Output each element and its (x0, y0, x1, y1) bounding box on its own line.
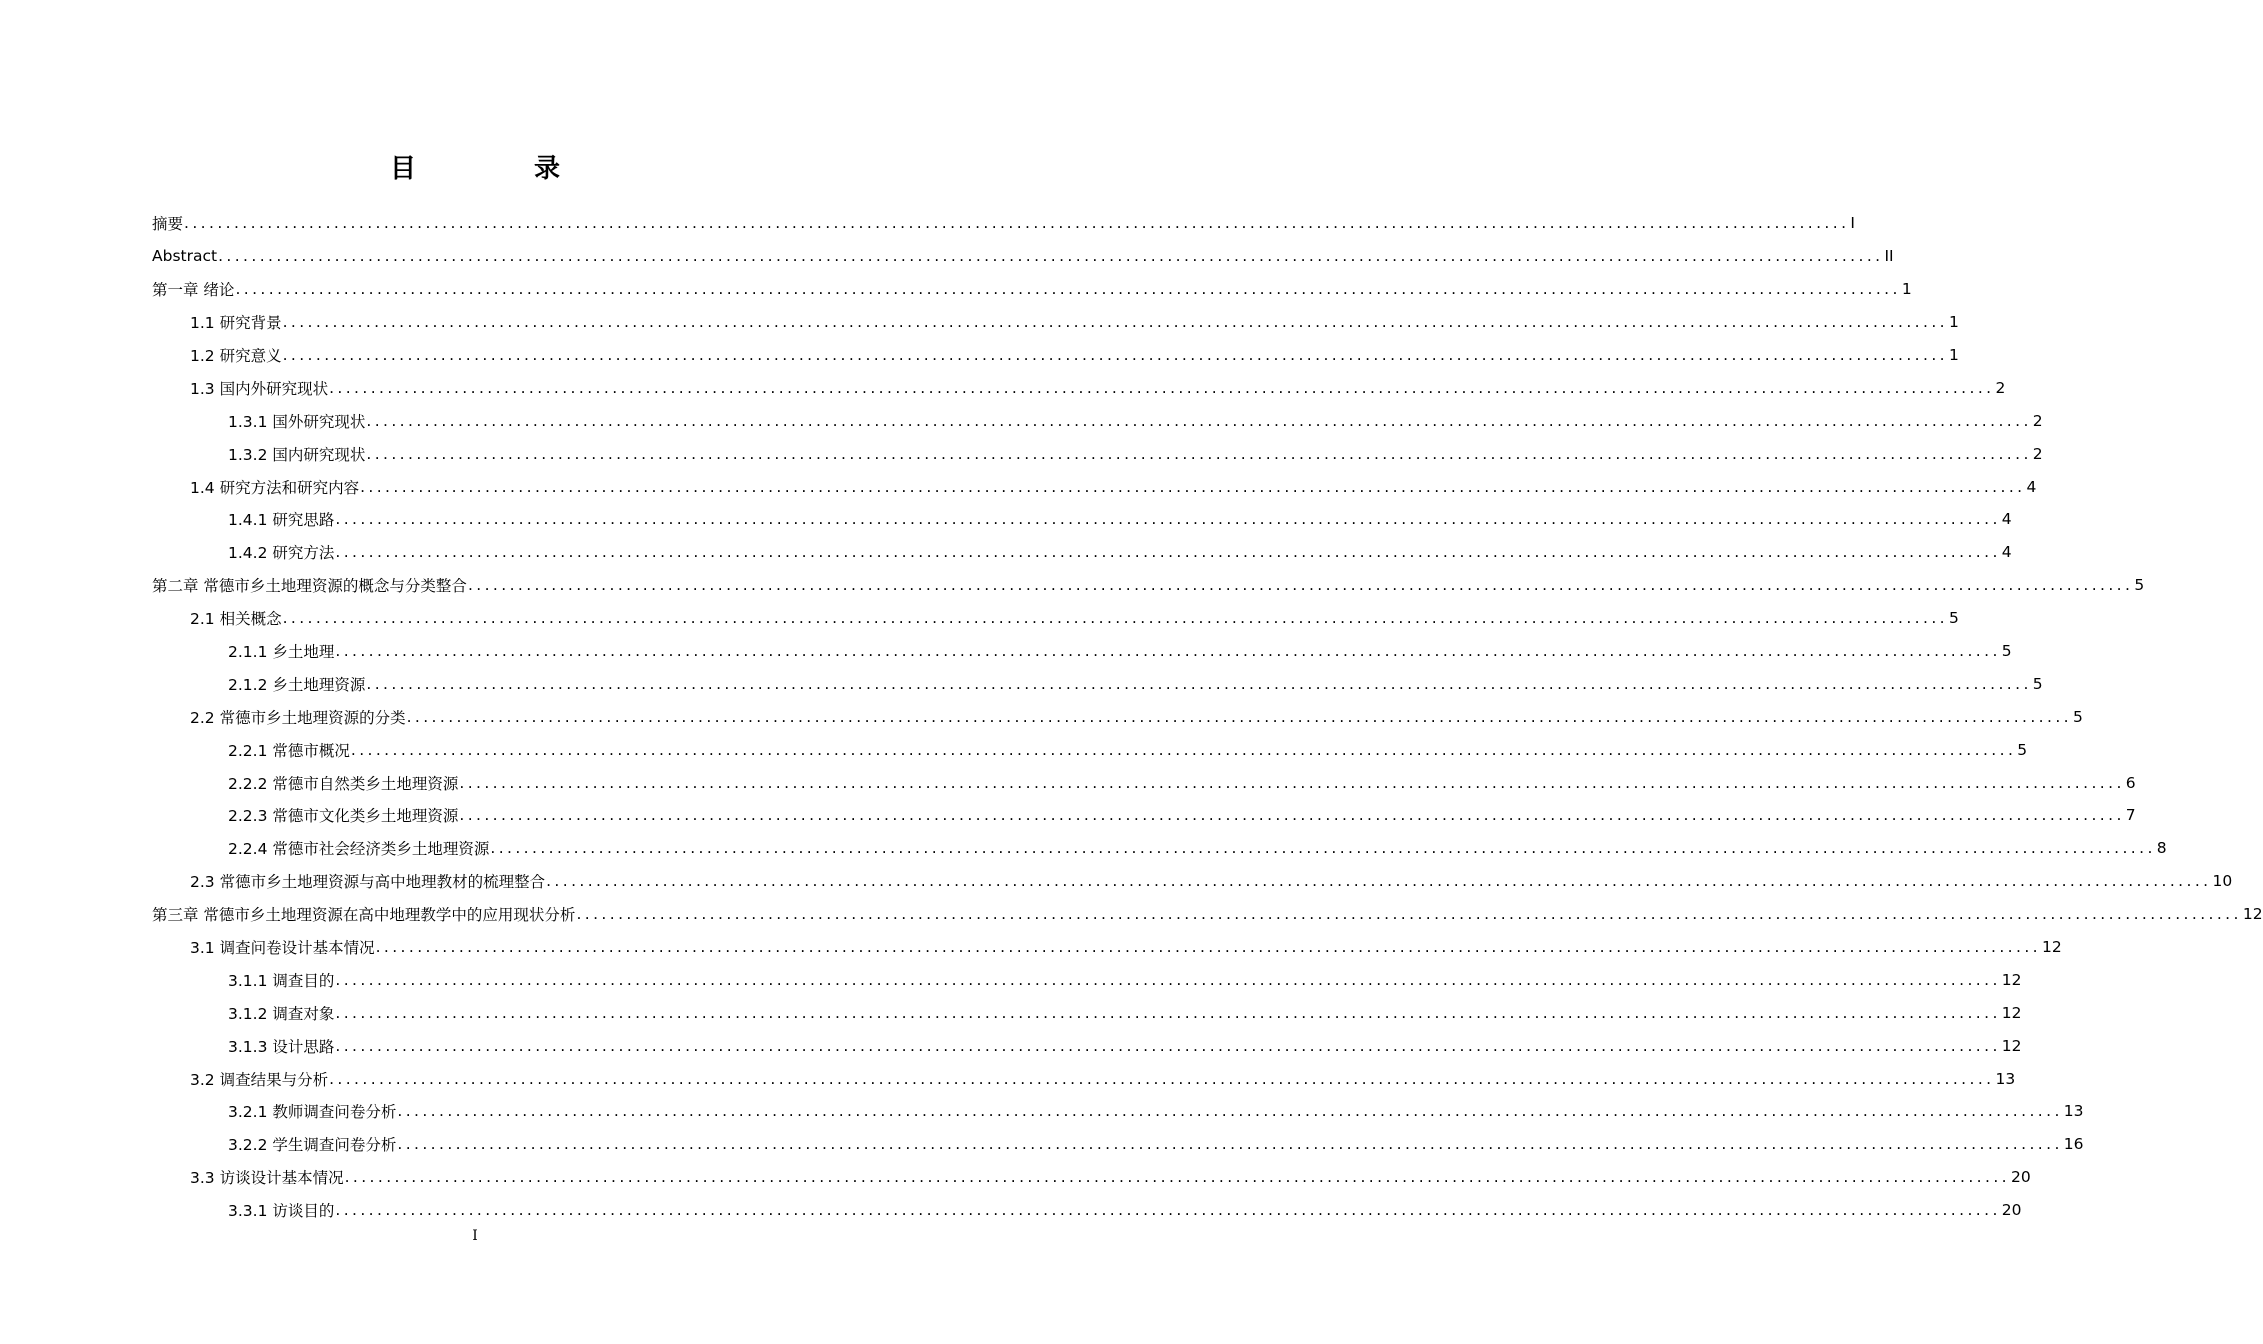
toc-entry[interactable] (152, 832, 2167, 865)
toc-entry-page: 13 (2063, 1102, 2084, 1121)
toc-entry[interactable] (152, 1161, 2031, 1194)
toc-entry[interactable] (152, 371, 2006, 404)
toc-entry-label: 2.2.3 常德市文化类乡土地理资源 (228, 807, 459, 826)
dot-leader: ........................................................................................................................................................................................................ (235, 280, 1901, 299)
toc-entry-page: 8 (2156, 839, 2167, 858)
dot-leader: ........................................................................................................................................................................................................ (576, 905, 2242, 924)
toc-entry-page: 1 (1948, 313, 1959, 332)
toc-entry[interactable] (152, 240, 1894, 273)
toc-entry-label: 2.2.4 常德市社会经济类乡土地理资源 (228, 840, 490, 859)
toc-entry[interactable] (152, 1194, 2022, 1227)
toc-entry[interactable] (152, 700, 2083, 733)
dot-leader: ........................................................................................................................................................................................................ (546, 872, 2212, 891)
toc-entry-page: 1 (1901, 280, 1912, 299)
toc-entry-page: II (1884, 247, 1894, 266)
dot-leader: ........................................................................................................................................................................................................ (397, 1102, 2063, 1121)
toc-entry-label: 2.1 相关概念 (190, 610, 282, 629)
toc-entry-label: 1.3.1 国外研究现状 (228, 412, 366, 431)
toc-entry[interactable] (152, 898, 2263, 931)
toc-entry[interactable] (152, 536, 2012, 569)
dot-leader: ........................................................................................................................................................................................................ (335, 970, 2001, 989)
dot-leader: ........................................................................................................................................................................................................ (282, 346, 1948, 364)
toc-entry-label: 1.4 研究方法和研究内容 (190, 478, 360, 497)
toc-entry-label: 3.2.2 学生调查问卷分析 (228, 1136, 397, 1155)
toc-entry-page: 2 (1995, 378, 2006, 397)
dot-leader: ........................................................................................................................................................................................................ (406, 707, 2072, 726)
toc-entry[interactable] (152, 799, 2136, 832)
toc-entry[interactable] (152, 437, 2043, 470)
toc-entry[interactable] (152, 635, 2012, 668)
dot-leader: ........................................................................................................................................................................................................ (366, 411, 2032, 430)
toc-entry[interactable] (152, 470, 2037, 503)
page-title: 目 录 (389, 154, 606, 184)
toc-entry-page: I (1850, 214, 1855, 233)
toc-entry[interactable] (152, 963, 2022, 996)
toc-entry-label: 2.2.2 常德市自然类乡土地理资源 (228, 774, 459, 793)
toc-entry-label: 1.1 研究背景 (190, 314, 282, 333)
dot-leader: ........................................................................................................................................................................................................ (184, 214, 1850, 233)
toc-entry[interactable] (152, 306, 1959, 339)
dot-leader: ........................................................................................................................................................................................................ (282, 313, 1948, 332)
toc-entry[interactable] (152, 1095, 2084, 1128)
dot-leader: ........................................................................................................................................................................................................ (459, 773, 2125, 792)
toc-entry[interactable] (152, 503, 2012, 536)
toc-entry[interactable] (152, 766, 2136, 799)
table-of-contents (152, 207, 2263, 1227)
toc-entry[interactable] (152, 273, 1912, 306)
toc-entry-page: 12 (2242, 905, 2263, 924)
dot-leader: ........................................................................................................................................................................................................ (335, 1003, 2001, 1022)
dot-leader: ........................................................................................................................................................................................................ (459, 806, 2125, 825)
dot-leader: ........................................................................................................................................................................................................ (335, 1036, 2001, 1055)
toc-entry[interactable] (152, 404, 2043, 437)
toc-entry-label: 1.2 研究意义 (190, 347, 282, 365)
toc-entry-page: 2 (2032, 444, 2043, 463)
toc-entry-label: 2.1.2 乡土地理资源 (228, 675, 366, 694)
toc-entry-label: 3.1.3 设计思路 (228, 1037, 335, 1056)
toc-entry-page: 12 (2041, 938, 2062, 957)
toc-entry[interactable] (152, 569, 2145, 602)
toc-entry-page: 2 (2032, 411, 2043, 430)
toc-entry-page: 16 (2063, 1135, 2084, 1154)
toc-entry-page: 7 (2125, 806, 2136, 825)
page-number: I (472, 1228, 478, 1244)
toc-entry-page: 13 (1995, 1069, 2016, 1088)
dot-leader: ........................................................................................................................................................................................................ (282, 609, 1948, 628)
toc-entry-page: 20 (2001, 1201, 2022, 1220)
dot-leader: ........................................................................................................................................................................................................ (329, 378, 1995, 397)
toc-entry[interactable] (152, 996, 2022, 1029)
dot-leader: ........................................................................................................................................................................................................ (397, 1135, 2063, 1154)
dot-leader: ........................................................................................................................................................................................................ (335, 510, 2001, 529)
dot-leader: ........................................................................................................................................................................................................ (366, 444, 2032, 463)
toc-entry[interactable] (152, 865, 2233, 898)
toc-entry-label: 1.3.2 国内研究现状 (228, 445, 366, 464)
dot-leader: ........................................................................................................................................................................................................ (335, 1201, 2001, 1220)
toc-entry[interactable] (152, 931, 2062, 964)
toc-entry-label: 1.4.1 研究思路 (228, 511, 335, 530)
dot-leader: ........................................................................................................................................................................................................ (335, 543, 2001, 562)
toc-entry-page: 10 (2212, 872, 2233, 891)
toc-entry-page: 12 (2001, 970, 2022, 989)
toc-entry-label: 2.2.1 常德市概况 (228, 741, 350, 760)
toc-entry[interactable] (152, 339, 1959, 372)
toc-entry-label: 3.2.1 教师调查问卷分析 (228, 1103, 397, 1122)
toc-entry[interactable] (152, 733, 2028, 766)
toc-entry-page: 12 (2001, 1036, 2022, 1055)
toc-entry-page: 1 (1948, 346, 1959, 364)
toc-entry-label: 第三章 常德市乡土地理资源在高中地理教学中的应用现状分析 (152, 906, 576, 925)
toc-entry-label: 1.4.2 研究方法 (228, 544, 335, 563)
toc-entry-page: 5 (2072, 707, 2083, 726)
toc-entry-label: 2.1.1 乡土地理 (228, 643, 335, 662)
toc-entry-page: 4 (2001, 543, 2012, 562)
dot-leader: ........................................................................................................................................................................................................ (366, 674, 2032, 693)
toc-entry-label: 第一章 绪论 (152, 281, 235, 300)
toc-entry-page: 6 (2125, 773, 2136, 792)
dot-leader: ........................................................................................................................................................................................................ (350, 740, 2017, 759)
toc-entry-label: 摘要 (152, 215, 184, 234)
toc-entry-page: 5 (2017, 740, 2028, 759)
toc-entry-label: 3.3.1 访谈目的 (228, 1202, 335, 1221)
toc-entry[interactable] (152, 207, 1855, 240)
toc-entry[interactable] (152, 1128, 2084, 1161)
toc-entry[interactable] (152, 667, 2043, 700)
toc-entry-page: 12 (2001, 1003, 2022, 1022)
dot-leader: ........................................................................................................................................................................................................ (335, 642, 2001, 661)
dot-leader: ........................................................................................................................................................................................................ (218, 247, 1884, 266)
toc-entry[interactable] (152, 602, 1959, 635)
dot-leader: ........................................................................................................................................................................................................ (329, 1069, 1995, 1088)
dot-leader: ........................................................................................................................................................................................................ (344, 1168, 2010, 1187)
toc-entry-label: 3.2 调查结果与分析 (190, 1070, 329, 1089)
dot-leader: ........................................................................................................................................................................................................ (490, 839, 2156, 858)
toc-entry-label: Abstract (152, 247, 218, 266)
toc-entry-label: 第二章 常德市乡土地理资源的概念与分类整合 (152, 577, 467, 596)
dot-leader: ........................................................................................................................................................................................................ (375, 938, 2041, 957)
dot-leader: ........................................................................................................................................................................................................ (360, 477, 2026, 496)
toc-entry-page: 5 (2032, 674, 2043, 693)
toc-entry-label: 3.1 调查问卷设计基本情况 (190, 939, 375, 958)
toc-entry-label: 3.1.1 调查目的 (228, 971, 335, 990)
toc-entry-label: 2.2 常德市乡土地理资源的分类 (190, 708, 406, 727)
toc-entry-page: 5 (2134, 576, 2145, 595)
toc-entry-page: 5 (2001, 642, 2012, 661)
toc-entry-page: 20 (2010, 1168, 2031, 1187)
dot-leader: ........................................................................................................................................................................................................ (467, 576, 2134, 595)
toc-entry-label: 3.1.2 调查对象 (228, 1004, 335, 1023)
toc-entry[interactable] (152, 1062, 2016, 1095)
toc-entry-page: 4 (2026, 477, 2037, 496)
toc-entry-page: 4 (2001, 510, 2012, 529)
toc-entry-label: 1.3 国内外研究现状 (190, 379, 329, 398)
toc-entry-page: 5 (1948, 609, 1959, 628)
toc-entry[interactable] (152, 1029, 2022, 1062)
toc-entry-label: 3.3 访谈设计基本情况 (190, 1169, 344, 1188)
toc-entry-label: 2.3 常德市乡土地理资源与高中地理教材的梳理整合 (190, 873, 546, 892)
